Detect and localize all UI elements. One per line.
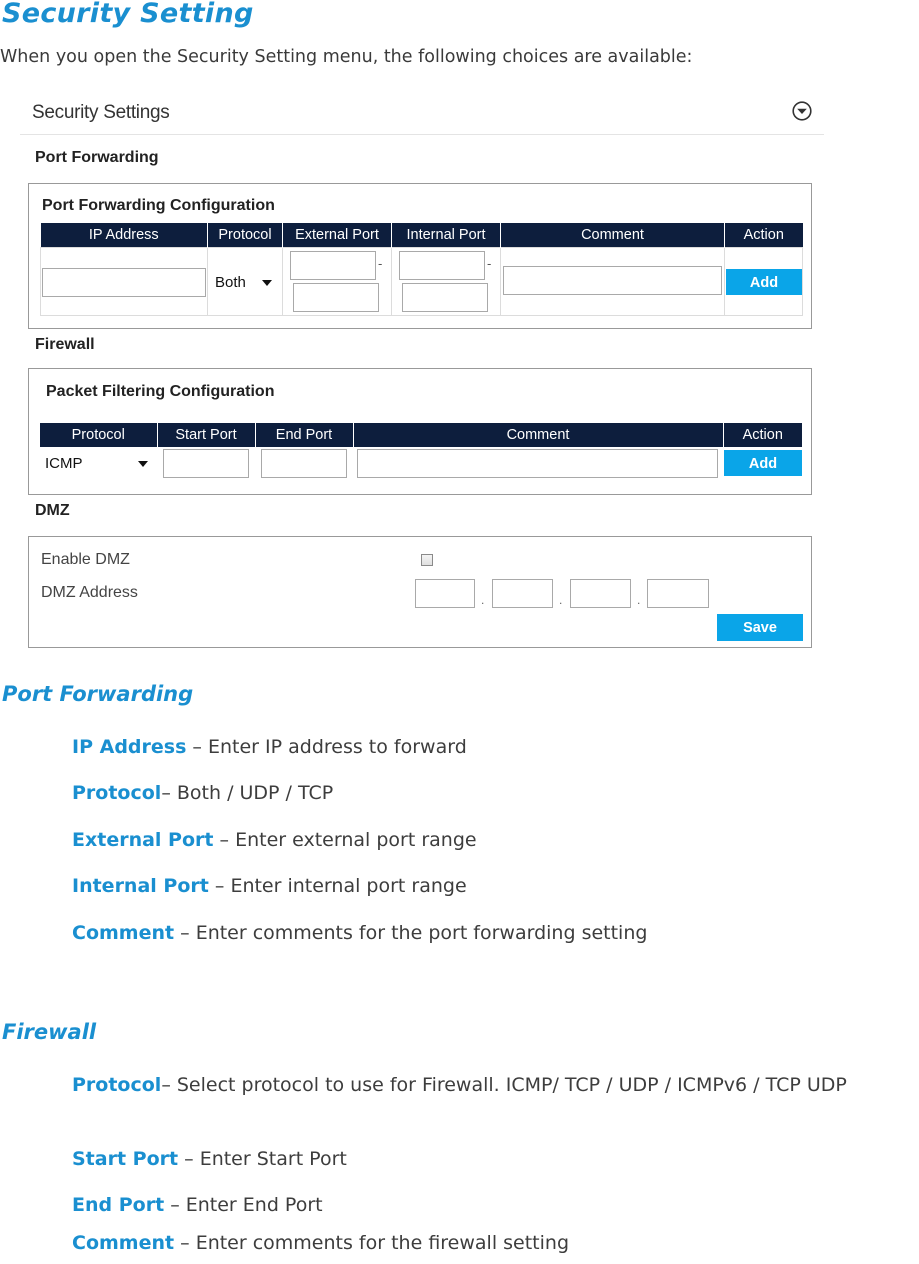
doc-title: Security Setting [2,0,254,29]
panel-header-title: Security Settings [32,102,170,123]
octet-separator: . [559,593,563,607]
definition-item [72,1230,912,1256]
port-forwarding-comment-input[interactable] [503,266,722,295]
start-port-cell [157,447,255,479]
external-port-start-input[interactable] [290,251,376,280]
dropdown-caret-icon [138,461,148,467]
definition-item [72,1146,912,1172]
column-header: Start Port [157,423,255,447]
section-label-firewall: Firewall [35,336,95,353]
collapse-chevron-icon[interactable] [792,101,812,121]
definition-text: Enter comments for the firewall setting [195,1232,570,1254]
port-forwarding-heading: Port Forwarding [2,682,194,706]
ip-address-cell [41,248,208,316]
definition-term: End Port [72,1194,165,1216]
section-label-port-forwarding: Port Forwarding [35,149,159,166]
definition-separator: – [174,922,196,944]
range-dash: - [378,256,383,271]
column-header: External Port [283,223,392,248]
column-header: IP Address [41,223,208,248]
range-dash: - [487,256,492,271]
firewall-protocol-cell [40,447,157,479]
internal-port-cell [392,248,501,316]
port-forwarding-header-row [41,223,803,248]
dmz-address-octet-2[interactable] [492,579,553,608]
definition-term: Internal Port [72,875,209,897]
end-port-input[interactable] [261,449,347,478]
dmz-address-octet-4[interactable] [647,579,709,608]
firewall-add-button[interactable]: Add [724,450,802,476]
dmz-box [28,536,812,648]
enable-dmz-label: Enable DMZ [41,551,130,568]
protocol-cell [208,248,283,316]
panel-header[interactable] [20,92,824,135]
external-port-end-input[interactable] [293,283,379,312]
octet-separator: . [637,593,641,607]
enable-dmz-checkbox[interactable] [421,554,433,566]
definition-item [72,734,912,760]
port-forwarding-input-row [41,248,803,316]
column-header: Comment [501,223,725,248]
packet-filtering-table [40,423,802,479]
definition-item [72,920,912,946]
dmz-save-button[interactable]: Save [717,614,803,641]
definition-term: External Port [72,829,214,851]
definition-term: Protocol [72,1074,162,1096]
end-port-cell [255,447,353,479]
octet-separator: . [481,593,485,607]
internal-port-end-input[interactable] [402,283,488,312]
column-header: Action [725,223,803,248]
definition-separator: – [186,736,208,758]
column-header: End Port [255,423,353,447]
external-port-cell [283,248,392,316]
section-label-dmz: DMZ [35,502,70,519]
definition-text: Select protocol to use for Firewall. ICMP/ TCP / UDP / ICMPv6 / TCP UDP [176,1074,847,1096]
definition-text: Enter Start Port [199,1148,347,1170]
definition-separator: – [174,1232,196,1254]
definition-item [72,827,912,853]
protocol-select[interactable] [210,268,280,297]
column-header: Protocol [40,423,157,447]
port-forwarding-table [40,223,803,316]
dropdown-caret-icon [262,280,272,286]
security-settings-panel [20,92,824,648]
firewall-action-cell [723,447,802,479]
definition-text: Enter End Port [185,1194,323,1216]
dmz-address-octet-3[interactable] [570,579,631,608]
definition-item [72,1072,912,1098]
definition-separator: – [208,875,231,897]
action-cell [725,248,803,316]
firewall-protocol-select-value: ICMP [45,455,83,472]
definition-separator: – [178,1148,200,1170]
definition-separator: – [161,1074,177,1096]
definition-item [72,1192,912,1218]
firewall-comment-cell [353,447,723,479]
column-header: Internal Port [392,223,501,248]
definition-term: Comment [72,922,175,944]
dmz-address-octet-1[interactable] [415,579,475,608]
definition-text: Enter IP address to forward [207,736,467,758]
port-forwarding-add-button[interactable]: Add [726,269,802,295]
definition-term: Start Port [72,1148,179,1170]
definition-text: Both / UDP / TCP [176,782,334,804]
packet-filtering-config-title: Packet Filtering Configuration [46,383,275,400]
definition-term: Protocol [72,782,162,804]
doc-intro: When you open the Security Setting menu, the following choices are available: [0,47,693,67]
definition-item [72,873,912,899]
definition-item [72,780,912,806]
column-header: Protocol [208,223,283,248]
internal-port-start-input[interactable] [399,251,485,280]
port-forwarding-config-title: Port Forwarding Configuration [42,197,275,214]
firewall-box [28,368,812,495]
firewall-heading: Firewall [2,1020,97,1044]
protocol-select-value: Both [215,274,246,291]
column-header: Action [723,423,802,447]
definition-separator: – [213,829,236,851]
port-forwarding-box [28,183,812,329]
dmz-address-label: DMZ Address [41,584,138,601]
definition-term: IP Address [72,736,187,758]
ip-address-input[interactable] [42,268,206,297]
definition-term: Comment [72,1232,175,1254]
firewall-comment-input[interactable] [357,449,718,478]
firewall-protocol-select[interactable] [42,450,154,477]
column-header: Comment [353,423,723,447]
definition-text: Enter external port range [235,829,477,851]
definition-separator: – [164,1194,186,1216]
packet-filtering-input-row [40,447,802,479]
comment-cell [501,248,725,316]
start-port-input[interactable] [163,449,249,478]
definition-text: Enter comments for the port forwarding setting [195,922,648,944]
definition-separator: – [161,782,177,804]
definition-text: Enter internal port range [230,875,467,897]
packet-filtering-header-row [40,423,802,447]
